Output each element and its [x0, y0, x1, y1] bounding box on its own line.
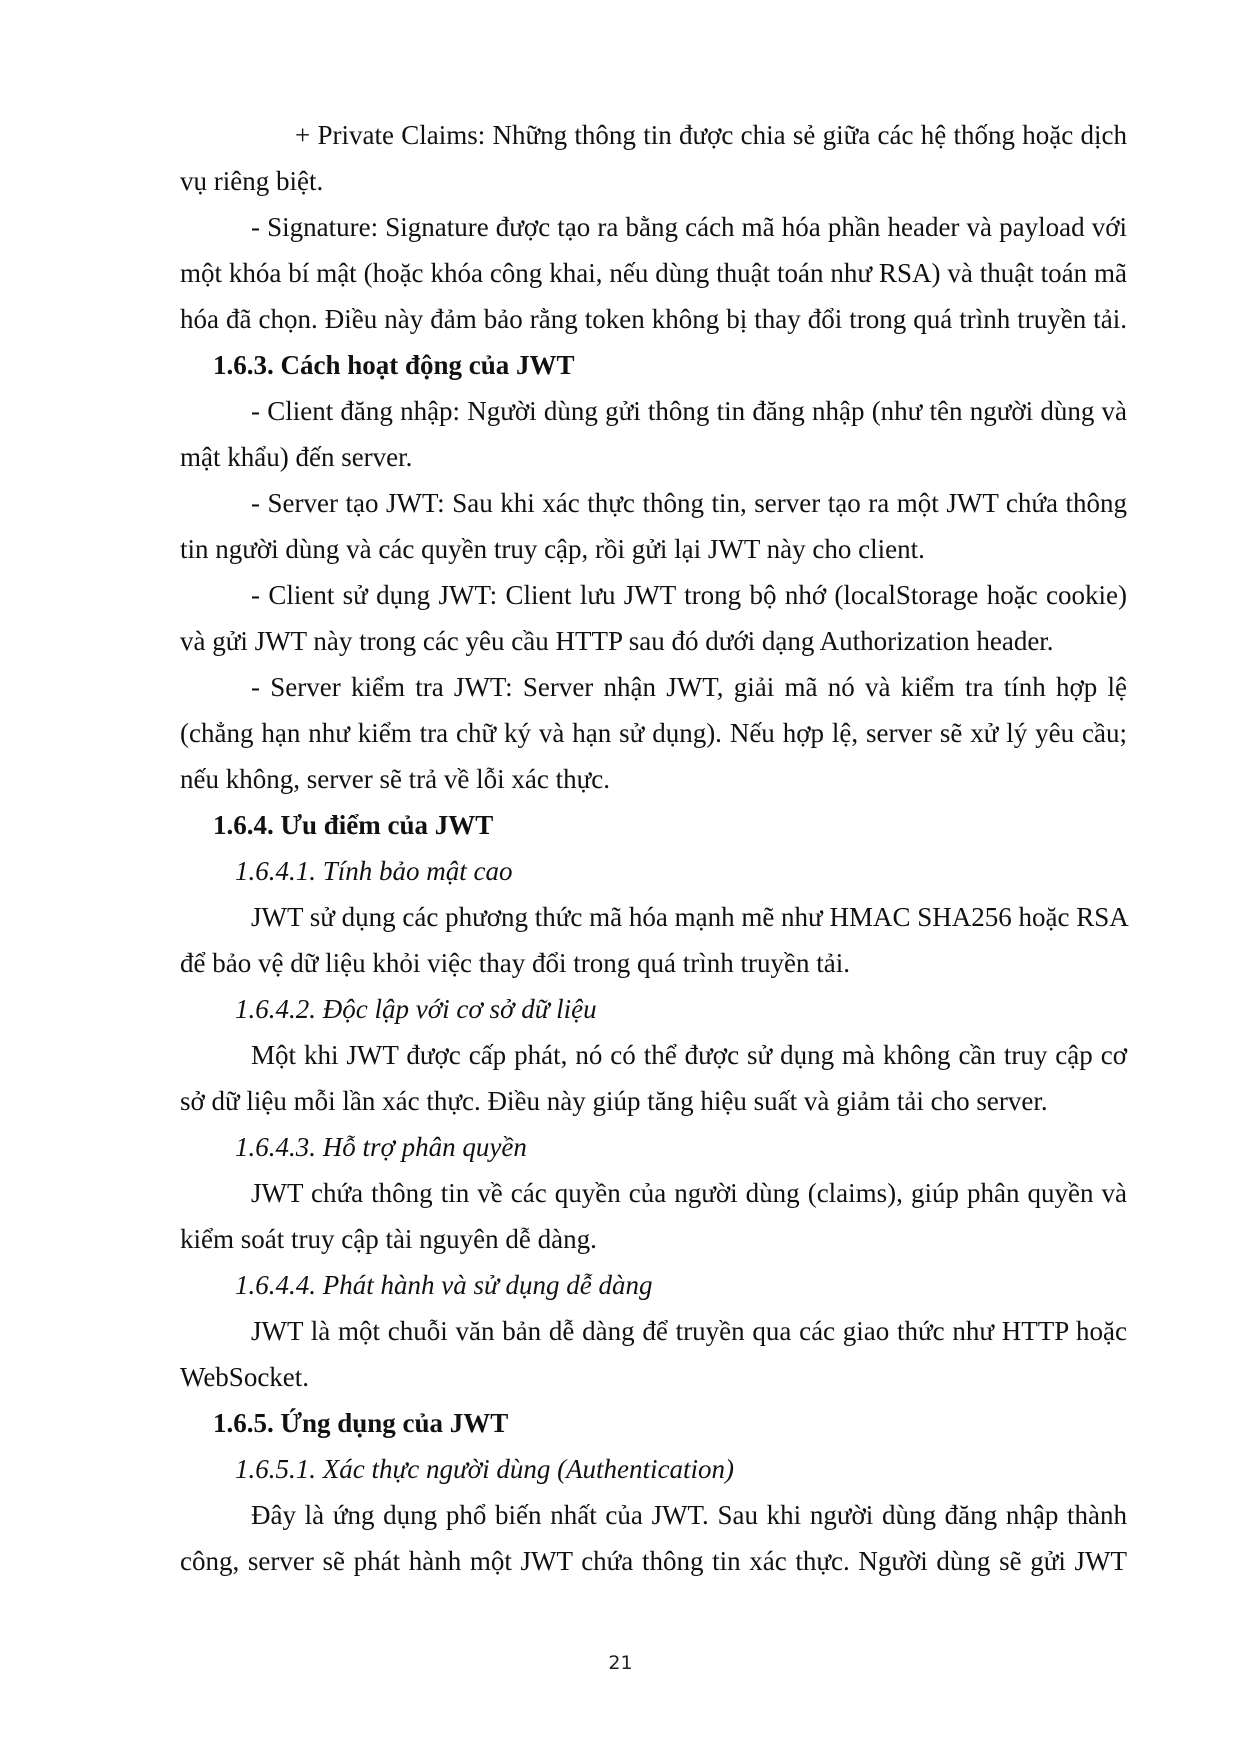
paragraph-line: để bảo vệ dữ liệu khỏi việc thay đổi trong quá trình truyền tải. — [180, 948, 850, 978]
paragraph-line: kiểm soát truy cập tài nguyên dễ dàng. — [180, 1224, 597, 1254]
paragraph-line: hóa đã chọn. Điều này đảm bảo rằng token không bị thay đổi trong quá trình truyền tải. — [180, 304, 1127, 334]
paragraph-line: vụ riêng biệt. — [180, 166, 324, 196]
section-heading: 1.6.3. Cách hoạt động của JWT — [213, 350, 575, 380]
paragraph-line: JWT là một chuỗi văn bản dễ dàng để truyền qua các giao thức như HTTP hoặc — [251, 1316, 1127, 1346]
paragraph-line: công, server sẽ phát hành một JWT chứa thông tin xác thực. Người dùng sẽ gửi JWT — [180, 1546, 1127, 1576]
paragraph-line: - Server kiểm tra JWT: Server nhận JWT, giải mã nó và kiểm tra tính hợp lệ — [251, 672, 1127, 702]
paragraph-line: WebSocket. — [180, 1362, 310, 1392]
page-number: 21 — [608, 1652, 633, 1674]
section-heading: 1.6.4. Ưu điểm của JWT — [213, 810, 494, 840]
subsection-heading: 1.6.4.1. Tính bảo mật cao — [235, 856, 513, 886]
paragraph-line: + Private Claims: Những thông tin được chia sẻ giữa các hệ thống hoặc dịch — [295, 120, 1127, 150]
section-heading: 1.6.5. Ứng dụng của JWT — [213, 1408, 509, 1438]
subsection-heading: 1.6.4.2. Độc lập với cơ sở dữ liệu — [235, 994, 597, 1024]
paragraph-line: - Client đăng nhập: Người dùng gửi thông tin đăng nhập (như tên người dùng và — [251, 396, 1127, 426]
paragraph-line: mật khẩu) đến server. — [180, 442, 413, 472]
paragraph-line: - Signature: Signature được tạo ra bằng cách mã hóa phần header và payload với — [251, 212, 1127, 242]
paragraph-line: tin người dùng và các quyền truy cập, rồi gửi lại JWT này cho client. — [180, 534, 925, 564]
paragraph-line: Đây là ứng dụng phổ biến nhất của JWT. Sau khi người dùng đăng nhập thành — [251, 1500, 1127, 1530]
subsection-heading: 1.6.4.3. Hỗ trợ phân quyền — [235, 1132, 527, 1162]
subsection-heading: 1.6.5.1. Xác thực người dùng (Authentication) — [235, 1454, 735, 1484]
paragraph-line: và gửi JWT này trong các yêu cầu HTTP sau đó dưới dạng Authorization header. — [180, 626, 1054, 656]
paragraph-line: (chẳng hạn như kiểm tra chữ ký và hạn sử dụng). Nếu hợp lệ, server sẽ xử lý yêu cầu; — [180, 718, 1127, 748]
paragraph-line: - Server tạo JWT: Sau khi xác thực thông tin, server tạo ra một JWT chứa thông — [251, 488, 1127, 518]
paragraph-line: một khóa bí mật (hoặc khóa công khai, nếu dùng thuật toán như RSA) và thuật toán mã — [180, 258, 1127, 288]
paragraph-line: Một khi JWT được cấp phát, nó có thể được sử dụng mà không cần truy cập cơ — [251, 1040, 1127, 1070]
paragraph-line: JWT sử dụng các phương thức mã hóa mạnh mẽ như HMAC SHA256 hoặc RSA — [251, 902, 1129, 932]
subsection-heading: 1.6.4.4. Phát hành và sử dụng dễ dàng — [235, 1270, 653, 1300]
paragraph-line: - Client sử dụng JWT: Client lưu JWT trong bộ nhớ (localStorage hoặc cookie) — [251, 580, 1127, 610]
paragraph-line: sở dữ liệu mỗi lần xác thực. Điều này giúp tăng hiệu suất và giảm tải cho server. — [180, 1086, 1048, 1116]
paragraph-line: JWT chứa thông tin về các quyền của người dùng (claims), giúp phân quyền và — [251, 1178, 1127, 1208]
paragraph-line: nếu không, server sẽ trả về lỗi xác thực. — [180, 764, 610, 794]
